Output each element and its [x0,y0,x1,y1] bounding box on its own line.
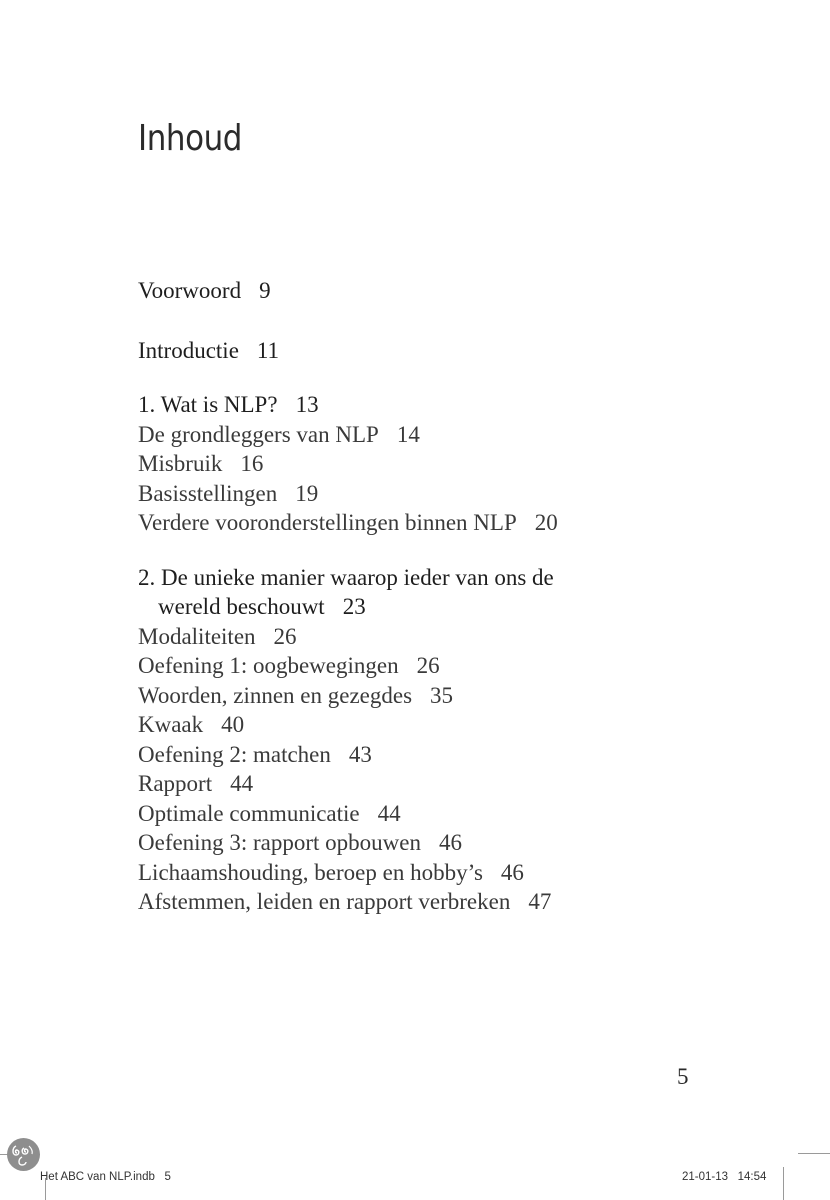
toc-entry[interactable] [138,622,558,652]
toc-page: 35 [430,682,454,708]
toc-page: 16 [240,451,264,476]
toc-label: Introductie [138,337,239,363]
toc-label: 1. Wat is NLP? [138,392,278,417]
toc-label: Misbruik [138,451,223,476]
toc-page: 44 [230,771,254,796]
page-title: Inhoud [138,118,243,159]
toc-entry[interactable] [138,508,558,538]
toc-entry[interactable] [138,479,558,509]
toc-entry[interactable] [138,449,558,479]
toc-page: 9 [259,278,271,303]
toc-page: 40 [221,712,245,737]
toc-entry[interactable] [138,681,558,711]
toc-label-line2: wereld beschouwt [158,594,325,619]
toc-entry[interactable] [138,420,558,450]
toc-page: 46 [438,830,462,855]
toc-page: 14 [396,421,420,447]
toc-page: 11 [256,337,280,363]
toc-page: 20 [534,510,558,535]
toc-page: 43 [348,741,372,767]
toc-page: 47 [528,889,552,914]
toc-page: 46 [500,859,524,885]
toc-label: Kwaak [138,712,204,737]
toc-page: 44 [377,800,401,826]
toc-page: 26 [273,623,297,649]
toc-label: De grondleggers van NLP [138,421,379,447]
toc-entry-introductie[interactable] [138,336,558,366]
toc-label: Rapport [138,771,213,796]
toc-label: Optimale communicatie [138,800,360,826]
page-number: 5 [677,1064,689,1089]
toc-label: Oefening 2: matchen [138,741,331,767]
toc-label-line1: 2. De unieke manier waarop ieder van ons de [138,564,554,590]
toc-entry[interactable] [138,828,558,858]
toc-label: Verdere vooronderstellingen binnen NLP [138,510,517,535]
crop-mark-right-vertical [783,1167,784,1200]
toc-chapter-1[interactable] [138,390,558,420]
toc-page: 26 [416,653,440,678]
toc-label: Woorden, zinnen en gezegdes [138,682,413,708]
toc-page: 23 [342,594,366,619]
crop-mark-right-horizontal [798,1153,830,1154]
slug-filename: Het ABC van NLP.indb 5 [40,1171,171,1183]
toc-label: Basisstellingen [138,480,278,506]
toc-chapter-2[interactable] [138,563,558,593]
toc-entry[interactable] [138,710,558,740]
toc-entry[interactable] [138,799,558,829]
toc-label: Oefening 3: rapport opbouwen [138,830,421,855]
toc-page: 19 [295,480,319,506]
toc-entry[interactable] [138,887,558,917]
toc-label: Oefening 1: oogbewegingen [138,653,399,678]
toc-label: Voorwoord [138,278,242,303]
toc-page: 13 [295,392,319,417]
toc-label: Lichaamshouding, beroep en hobby’s [138,859,483,885]
watermark-logo-icon [7,1138,40,1171]
toc-entry[interactable] [138,651,558,681]
toc-label: Afstemmen, leiden en rapport verbreken [138,889,511,914]
toc-entry[interactable] [138,740,558,770]
table-of-contents [138,276,558,917]
toc-entry[interactable] [138,858,558,888]
toc-label: Modaliteiten [138,623,256,649]
toc-entry-voorwoord[interactable] [138,276,558,306]
toc-chapter-2-continued[interactable] [138,592,558,622]
toc-entry[interactable] [138,769,558,799]
slug-datetime: 21-01-13 14:54 [682,1171,767,1183]
